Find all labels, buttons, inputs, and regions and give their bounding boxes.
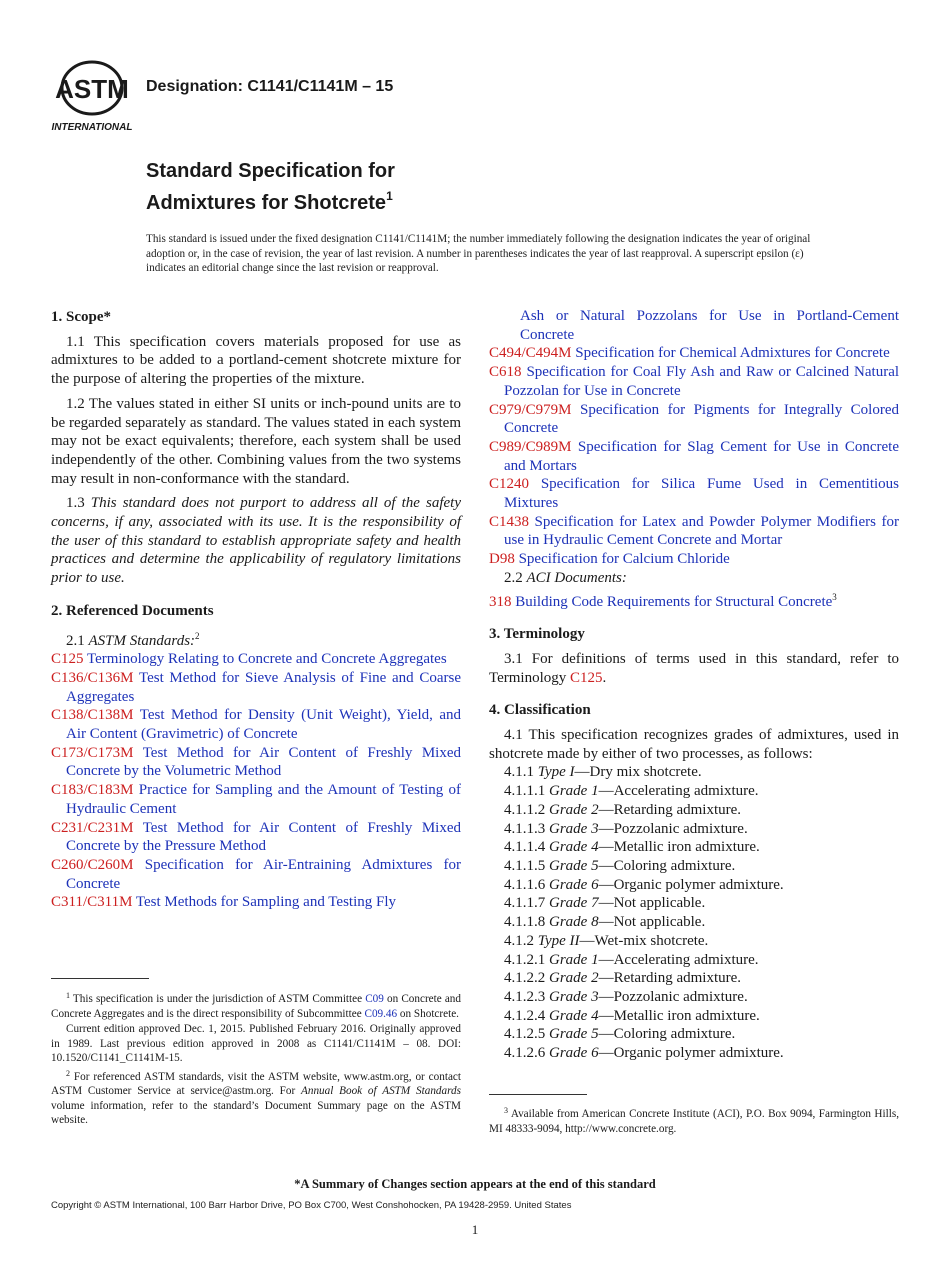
reference-item-c979-c979m[interactable]: C979/C979M Specification for Pigments for Integrally Colored Concrete <box>489 401 900 437</box>
classification-item: 4.1.1.2 Grade 2—Retarding admixture. <box>504 801 742 818</box>
svg-text:INTERNATIONAL: INTERNATIONAL <box>51 122 133 133</box>
reference-item-c173-c173m[interactable]: C173/C173M Test Method for Air Content of Freshly Mixed Concrete by the Volumetric Method <box>51 744 461 780</box>
footnote-rule-left <box>51 978 149 979</box>
reference-item-c1240[interactable]: C1240 Specification for Silica Fume Used in Cementitious Mixtures <box>489 476 899 512</box>
classification-heading: 4. Classification <box>489 702 591 719</box>
title-footnote-mark: 1 <box>386 189 393 203</box>
reference-item-c1438[interactable]: C1438 Specification for Latex and Powder Polymer Modifiers for use in Hydraulic Cement Concrete and Mortar <box>489 513 899 549</box>
scope-heading: 1. Scope* <box>51 309 111 325</box>
classification-item: 4.1.1.8 Grade 8—Not applicable. <box>504 914 706 931</box>
classification-item: 4.1.2.5 Grade 5—Coloring admixture. <box>504 1026 736 1043</box>
terminology-heading: 3. Terminology <box>489 626 585 643</box>
classification-item: 4.1.2.1 Grade 1—Accelerating admixture. <box>504 951 759 968</box>
terminology-3-1: 3.1 For definitions of terms used in this standard, refer to Terminology C125. <box>489 650 899 686</box>
reference-item-d98[interactable]: D98 Specification for Calcium Chloride <box>489 551 730 568</box>
footnote-1-edition: Current edition approved Dec. 1, 2015. Published February 2016. Originally approved in 1989. Last previous edition approved in 2008 as C1141/C1141M – 08. DOI: 10.1520/C1141_C1141M-15. <box>51 1023 461 1064</box>
classification-item: 4.1.2.2 Grade 2—Retarding admixture. <box>504 970 742 987</box>
right-column <box>489 307 899 1063</box>
scope-1-1: 1.1 This specification covers materials proposed for use as admixtures to be added to a portland-cement shotcrete mixture for the purpose of altering the properties of the mixture. <box>51 333 461 388</box>
summary-of-changes-note: *A Summary of Changes section appears at the end of this standard <box>294 1177 656 1191</box>
classification-4-1: 4.1 This specification recognizes grades of admixtures, used in shotcrete made by either of two processes, as follows: <box>489 727 899 762</box>
classification-item: 4.1.1.6 Grade 6—Organic polymer admixture. <box>504 876 784 893</box>
footnote-rule-right <box>489 1094 587 1095</box>
svg-text:ASTM: ASTM <box>55 74 129 104</box>
title-line-2: Admixtures for Shotcrete <box>146 192 387 214</box>
footnote-3: $^3$ Available from American Concrete Institute (ACI), P.O. Box 9094, Farmington Hills, MI 48333-9094, http://www.concrete.org. <box>489 1106 899 1135</box>
page-number: 1 <box>471 1222 479 1237</box>
aci-documents-label: 2.2 ACI Documents: <box>504 569 627 586</box>
link-c125[interactable]: C125 <box>570 669 603 686</box>
reference-item-318[interactable]: 318 Building Code Requirements for Structural Concrete$^3$ <box>489 591 837 610</box>
reference-item-c183-c183m[interactable]: C183/C183M Practice for Sampling and the Amount of Testing of Hydraulic Cement <box>51 782 461 817</box>
footnote-2: $^2$ For referenced ASTM standards, visit the ASTM website, www.astm.org, or contact ASTM Customer Service at service@astm.org. For Annual Book of ASTM Standards volume information, refer to the standard’s Document Summary page on the ASTM website. <box>51 1068 461 1126</box>
reference-item-c125[interactable]: C125 Terminology Relating to Concrete and Concrete Aggregates <box>51 651 447 668</box>
reference-item-c618[interactable]: C618 Specification for Coal Fly Ash and Raw or Calcined Natural Pozzolan for Use in Concrete <box>489 364 900 399</box>
copyright: Copyright © ASTM International, 100 Barr Harbor Drive, PO Box C700, West Conshohocken, PA 19428-2959. United States <box>51 1200 572 1211</box>
reference-item-c136-c136m[interactable]: C136/C136M Test Method for Sieve Analysis of Fine and Coarse Aggregates <box>51 669 461 705</box>
reference-item-c989-c989m[interactable]: C989/C989M Specification for Slag Cement for Use in Concrete and Mortars <box>489 438 900 474</box>
footnotes-left <box>51 989 461 1129</box>
footnote-1: $^1$ This specification is under the jurisdiction of ASTM Committee C09 on Concrete and Concrete Aggregates and is the direct responsibility of Subcommittee C09.46 on Shotcrete. <box>51 991 461 1020</box>
classification-item: 4.1.1.5 Grade 5—Coloring admixture. <box>504 857 736 874</box>
astm-logo <box>50 58 136 134</box>
classification-item: 4.1.1.4 Grade 4—Metallic iron admixture. <box>504 839 760 856</box>
classification-item: 4.1.2.6 Grade 6—Organic polymer admixture. <box>504 1045 784 1062</box>
reference-item-c260-c260m[interactable]: C260/C260M Specification for Air-Entraining Admixtures for Concrete <box>51 856 462 892</box>
footnotes-right <box>489 1104 899 1137</box>
astm-logo-icon <box>50 58 136 134</box>
reference-item-c138-c138m[interactable]: C138/C138M Test Method for Density (Unit Weight), Yield, and Air Content (Gravimetric) of Concrete <box>51 707 462 743</box>
classification-item: 4.1.1 Type I—Dry mix shotcrete. <box>504 764 702 781</box>
classification-item: 4.1.1.7 Grade 7—Not applicable. <box>504 895 706 912</box>
classification-item: 4.1.2.3 Grade 3—Pozzolanic admixture. <box>504 988 748 1005</box>
reference-item-c494-c494m[interactable]: C494/C494M Specification for Chemical Admixtures for Concrete <box>489 345 890 362</box>
classification-item: 4.1.1.3 Grade 3—Pozzolanic admixture. <box>504 820 748 837</box>
classification-list <box>489 763 899 1062</box>
scope-1-3: 1.3 This standard does not purport to address all of the safety concerns, if any, associated with its use. It is the responsibility of the user of this standard to establish appropriate safety and health practices and determine the applicability of regulatory limitations prior to use. <box>51 495 461 587</box>
classification-item: 4.1.2 Type II—Wet-mix shotcrete. <box>504 932 709 949</box>
designation: Designation: C1141/C1141M – 15 <box>146 78 394 95</box>
link-c09-46[interactable]: C09.46 <box>364 1007 398 1020</box>
classification-item: 4.1.2.4 Grade 4—Metallic iron admixture. <box>504 1007 760 1024</box>
more-reference-list <box>489 344 899 568</box>
title-line-1: Standard Specification for <box>146 160 395 182</box>
left-column <box>51 308 461 912</box>
page-title <box>146 159 395 216</box>
scope-1-2: 1.2 The values stated in either SI units or inch-pound units are to be regarded separately as standard. The values stated in each system may not be exact equivalents; therefore, each system shall be used independently of the other. Combining values from the two systems may result in non-conformance with the standard. <box>51 395 461 487</box>
link-c09[interactable]: C09 <box>365 993 384 1005</box>
reference-item-c231-c231m[interactable]: C231/C231M Test Method for Air Content of Freshly Mixed Concrete by the Pressure Method <box>51 819 461 855</box>
issued-notice: This standard is issued under the fixed designation C1141/C1141M; the number immediately following the designation indicates the year of original adoption or, in the case of revision, the year of last revision. A number in parentheses indicates the year of last reapproval. A superscript epsilon (ε) indicates an editorial change since the last revision or reapproval. <box>146 233 811 275</box>
astm-reference-list <box>51 650 461 912</box>
classification-item: 4.1.1.1 Grade 1—Accelerating admixture. <box>504 783 759 800</box>
reference-item-c311-c311m[interactable]: C311/C311M Test Methods for Sampling and Testing Fly <box>51 894 397 911</box>
astm-standards-label: 2.1 ASTM Standards:$^2$ <box>66 630 200 649</box>
referenced-heading: 2. Referenced Documents <box>51 602 214 619</box>
reference-continued[interactable]: Ash or Natural Pozzolans for Use in Portland-Cement Concrete <box>520 308 899 343</box>
